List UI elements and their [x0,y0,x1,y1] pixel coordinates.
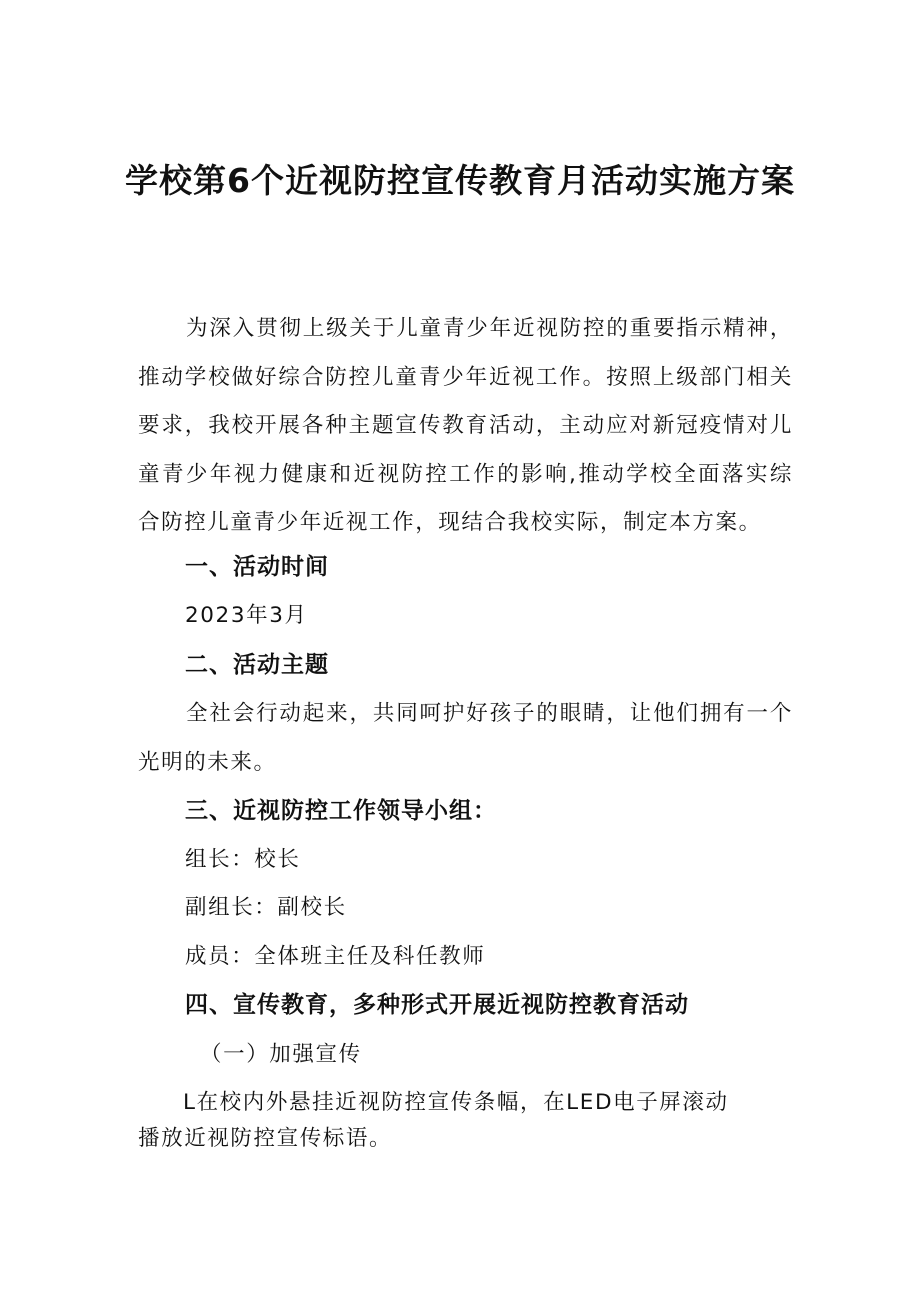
leader-line: 组长：校长 [185,847,301,872]
activity-time-value: 2023年3月 [185,603,308,628]
deputy-leader-line: 副组长：副校长 [185,895,347,920]
activity-theme-text: 全社会行动起来，共同呵护好孩子的眼睛，让他们拥有一个光明的未来。 [138,701,793,775]
section-heading-education: 四、宣传教育，多种形式开展近视防控教育活动 [185,992,689,1018]
section-heading-time: 一、活动时间 [185,554,329,580]
section-heading-leadership: 三、近视防控工作领导小组： [185,798,497,824]
section-heading-theme: 二、活动主题 [185,652,329,678]
intro-paragraph: 为深入贯彻上级关于儿童青少年近视防控的重要指示精神，推动学校做好综合防控儿童青少年近视工作。按照上级部门相关要求，我校开展各种主题宣传教育活动，主动应对新冠疫情对儿童青少年视力健康和近视防控工作的影响,推动学校全面落实综合防控儿童青少年近视工作，现结合我校实际，制定本方案。 [138,316,793,535]
publicity-item-line-1: L在校内外悬挂近视防控宣传条幅，在LED电子屏滚动 [183,1090,729,1115]
subheading-publicity: （一）加强宣传 [200,1042,362,1067]
publicity-item-line-2: 播放近视防控宣传标语。 [138,1126,393,1151]
members-line: 成员：全体班主任及科任教师 [185,944,486,969]
document-title: 学校第6个近视防控宣传教育月活动实施方案 [125,161,795,200]
